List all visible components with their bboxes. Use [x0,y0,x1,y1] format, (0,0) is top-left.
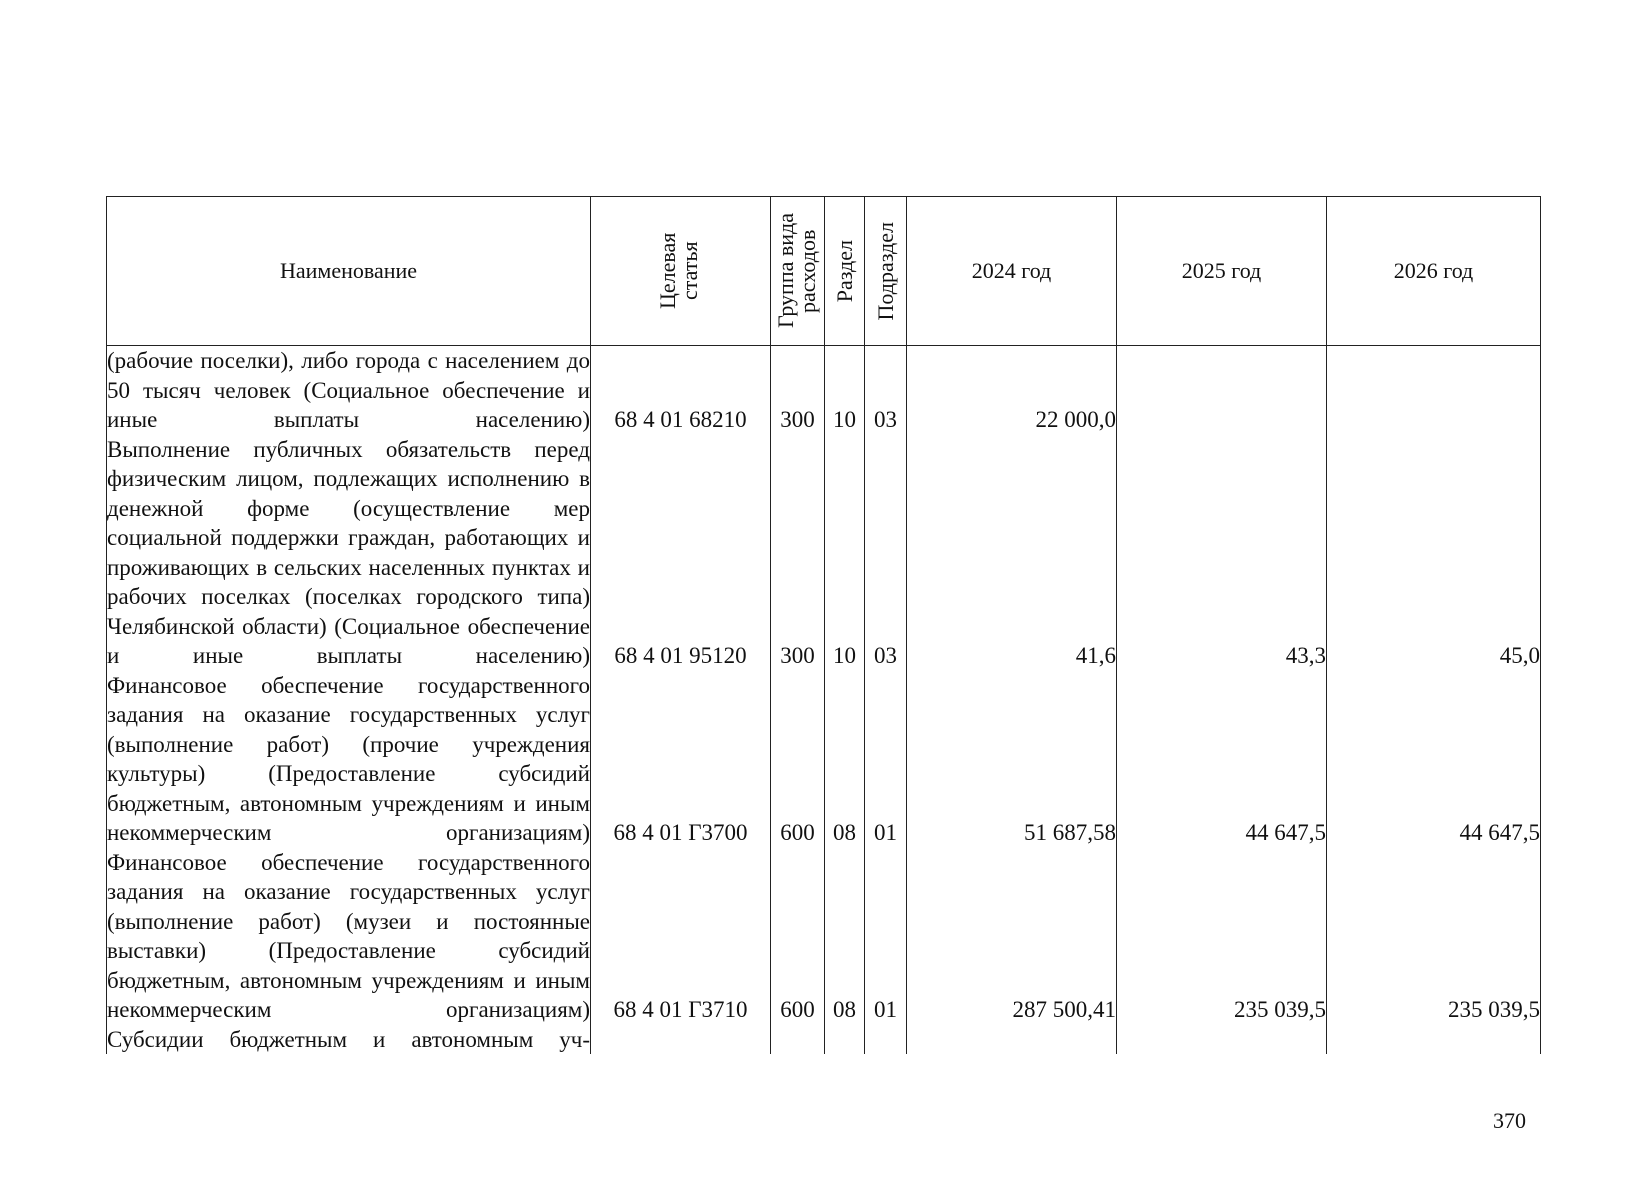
row-name: Финансовое обеспечение государственного задания на оказание государственных услуг (выполнение работ) (прочие учреждения культуры) (Предоставление субсидий бюджетным, автономным учреждениям и иным некоммерческим организациям) [107,671,591,848]
row-expense-group: 300 [771,435,825,671]
header-expense-group-text: Группа вида расходов [772,213,820,329]
table-row [107,848,1541,1025]
header-subsection-text: Подраздел [872,221,898,321]
row-2024: 22 000,0 [907,346,1117,435]
row-2025: 235 039,5 [1117,848,1327,1025]
row-2025 [1117,1025,1327,1055]
row-subsection: 03 [865,435,907,671]
row-section: 08 [825,848,865,1025]
row-2025: 44 647,5 [1117,671,1327,848]
row-2024: 41,6 [907,435,1117,671]
row-subsection: 01 [865,848,907,1025]
row-section: 08 [825,671,865,848]
header-2025: 2025 год [1117,197,1327,346]
table-row [107,346,1541,435]
header-target-article [591,197,771,346]
header-name: Наименование [107,197,591,346]
row-target-article: 68 4 01 Г3700 [591,671,771,848]
row-expense-group [771,1025,825,1055]
header-expense-group [771,197,825,346]
header-2026: 2026 год [1327,197,1541,346]
row-2025: 43,3 [1117,435,1327,671]
row-2026 [1327,1025,1541,1055]
row-section: 10 [825,346,865,435]
page-number: 370 [1493,1108,1526,1133]
row-target-article: 68 4 01 Г3710 [591,848,771,1025]
table-row [107,1025,1541,1055]
header-subsection [865,197,907,346]
row-subsection: 03 [865,346,907,435]
row-target-article: 68 4 01 68210 [591,346,771,435]
row-2025 [1117,346,1327,435]
row-2026: 44 647,5 [1327,671,1541,848]
row-name: Субсидии бюджетным и автономным уч- [107,1025,591,1055]
row-name: Выполнение публичных обязательств перед физическим лицом, подлежащих исполнению в денежной форме (осуществление мер социальной поддержки граждан, работающих и проживающих в сельских населенных пунктах и рабочих поселках (поселках городского типа) Челябинской области) (Социальное обеспечение и иные выплаты населению) [107,435,591,671]
header-section [825,197,865,346]
row-2026: 235 039,5 [1327,848,1541,1025]
table-row [107,435,1541,671]
row-2026 [1327,346,1541,435]
table-row [107,671,1541,848]
row-target-article: 68 4 01 95120 [591,435,771,671]
row-expense-group: 600 [771,848,825,1025]
row-2024: 51 687,58 [907,671,1117,848]
row-expense-group: 300 [771,346,825,435]
header-2024: 2024 год [907,197,1117,346]
row-2026: 45,0 [1327,435,1541,671]
row-2024 [907,1025,1117,1055]
budget-table [106,196,1541,1054]
row-subsection [865,1025,907,1055]
row-subsection: 01 [865,671,907,848]
row-2024: 287 500,41 [907,848,1117,1025]
row-name: Финансовое обеспечение государственного задания на оказание государственных услуг (выполнение работ) (музеи и постоянные выставки) (Предоставление субсидий бюджетным, автономным учреждениям и иным некоммерческим организациям) [107,848,591,1025]
table-header-row [107,197,1541,346]
row-section [825,1025,865,1055]
row-name: (рабочие поселки), либо города с населением до 50 тысяч человек (Социальное обеспечение и иные выплаты населению) [107,346,591,435]
row-target-article [591,1025,771,1055]
header-section-text: Раздел [831,239,857,303]
row-section: 10 [825,435,865,671]
header-target-article-text: Целевая статья [654,232,702,310]
row-expense-group: 600 [771,671,825,848]
